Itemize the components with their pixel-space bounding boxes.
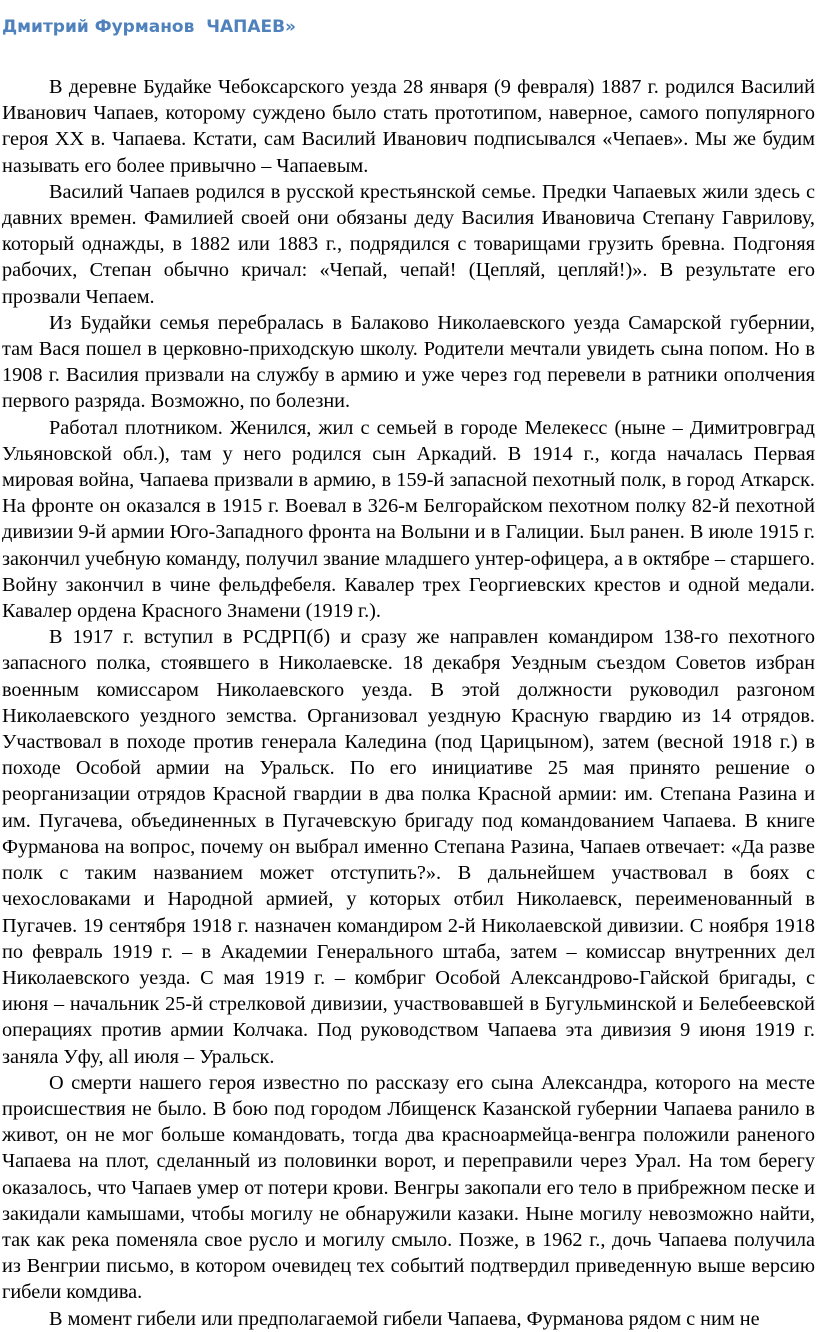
paragraph-death: О смерти нашего героя известно по рассказу его сына Александра, которого на месте происшествия не было. В бою под городом Лбищенск Казанской губернии Чапаева ранило в живот, он не мог больше командовать, тогда два красноармейца-венгра положили раненого Чапаева на плот, сделанный из половинки ворот, и переправили через Урал. На том берегу оказалось, что Чапаев умер от потери крови. Венгры закопали его тело в прибрежном песке и закидали камышами, чтобы могилу не обнаружили казаки. Ныне могилу невозможно найти, так как река поменяла свое русло и могилу смыло. Позже, в 1962 г., дочь Чапаева получила из Венгрии письмо, в котором очевидец тех событий подтвердил приведенную выше версию гибели комдива. — [2, 1071, 815, 1304]
paragraph-birth: В деревне Будайке Чебоксарского уезда 28 января (9 февраля) 1887 г. родился Василий Иванович Чапаев, которому суждено было стать прототипом, наверное, самого популярного героя XX в. Чапаева. Кстати, сам Василий Иванович подписывался «Чепаев». Мы же будим называть его более привычно – Чапаевым. — [2, 76, 815, 177]
paragraph-furmanov: В момент гибели или предполагаемой гибели Чапаева, Фурманова рядом с ним не — [49, 1307, 760, 1330]
paragraph-family: Василий Чапаев родился в русской крестьянской семье. Предки Чапаевых жили здесь с давних времен. Фамилией своей они обязаны деду Василия Ивановича Степану Гаврилову, который однажды, в 1882 или 1883 г., подрядился с товарищами грузить бревна. Подгоняя рабочих, Степан обычно кричал: «Чепай, чепай! (Цепляй, цепляй!)». В результате его прозвали Чепаем. — [2, 180, 815, 308]
document-title: Дмитрий Фурманов ЧАПАЕВ» — [2, 17, 297, 37]
paragraph-civil-war: В 1917 г. вступил в РСДРП(б) и сразу же направлен командиром 138-го пехотного запасного полка, стоявшего в Николаевске. 18 декабря Уездным съездом Советов избран военным комиссаром Николаевского уезда. В этой должности руководил разгоном Николаевского уездного земства. Организовал уездную Красную гвардию из 14 отрядов. Участвовал в походе против генерала Каледина (под Царицыном), затем (весной 1918 г.) в походе Особой армии на Уральск. По его инициативе 25 мая принято решение о реорганизации отрядов Красной гвардии в два полка Красной армии: им. Степана Разина и им. Пугачева, объединенных в Пугачевскую бригаду под командованием Чапаева. В книге Фурманова на вопрос, почему он выбрал именно Степана Разина, Чапаев отвечает: «Да разве полк с таким названием может отступить?». В дальнейшем участвовал в боях с чехословаками и Народной армией, у которых отбил Николаевск, переименованный в Пугачев. 19 сентября 1918 г. назначен командиром 2-й Николаевской дивизии. С ноября 1918 по февраль 1919 г. – в Академии Генерального штаба, затем – комиссар внутренних дел Николаевского уезда. С мая 1919 г. – комбриг Особой Александрово-Гайской бригады, с июня – начальник 25-й стрелковой дивизии, участвовавшей в Бугульминской и Белебеевской операциях против армии Колчака. Под руководством Чапаева эта дивизия 9 июня 1919 г. заняла Уфу, all июля – Уральск. — [2, 626, 815, 1068]
paragraph-first-war: Работал плотником. Женился, жил с семьей в городе Мелекесс (ныне – Димитровград Ульяновской обл.), там у него родился сын Аркадий. В 1914 г., когда началась Первая мировая война, Чапаева призвали в армию, в 159-й запасной пехотный полк, в город Аткарск. На фронте он оказался в 1915 г. Воевал в 326-м Белгорайском пехотном полку 82-й пехотной дивизии 9-й армии Юго-Западного фронта на Волыни и в Галиции. Был ранен. В июле 1915 г. закончил учебную команду, получил звание младшего унтер-офицера, а в октябре – старшего. Войну закончил в чине фельдфебеля. Кавалер трех Георгиевских крестов и одной медали. Кавалер ордена Красного Знамени (1919 г.). — [2, 416, 815, 623]
paragraph-youth: Из Будайки семья перебралась в Балаково Николаевского уезда Самарской губернии, там Вася пошел в церковно-приходскую школу. Родители мечтали увидеть сына попом. Но в 1908 г. Василия призвали на службу в армию и уже через год перевели в ратники ополчения первого разряда. Возможно, по болезни. — [2, 311, 815, 413]
